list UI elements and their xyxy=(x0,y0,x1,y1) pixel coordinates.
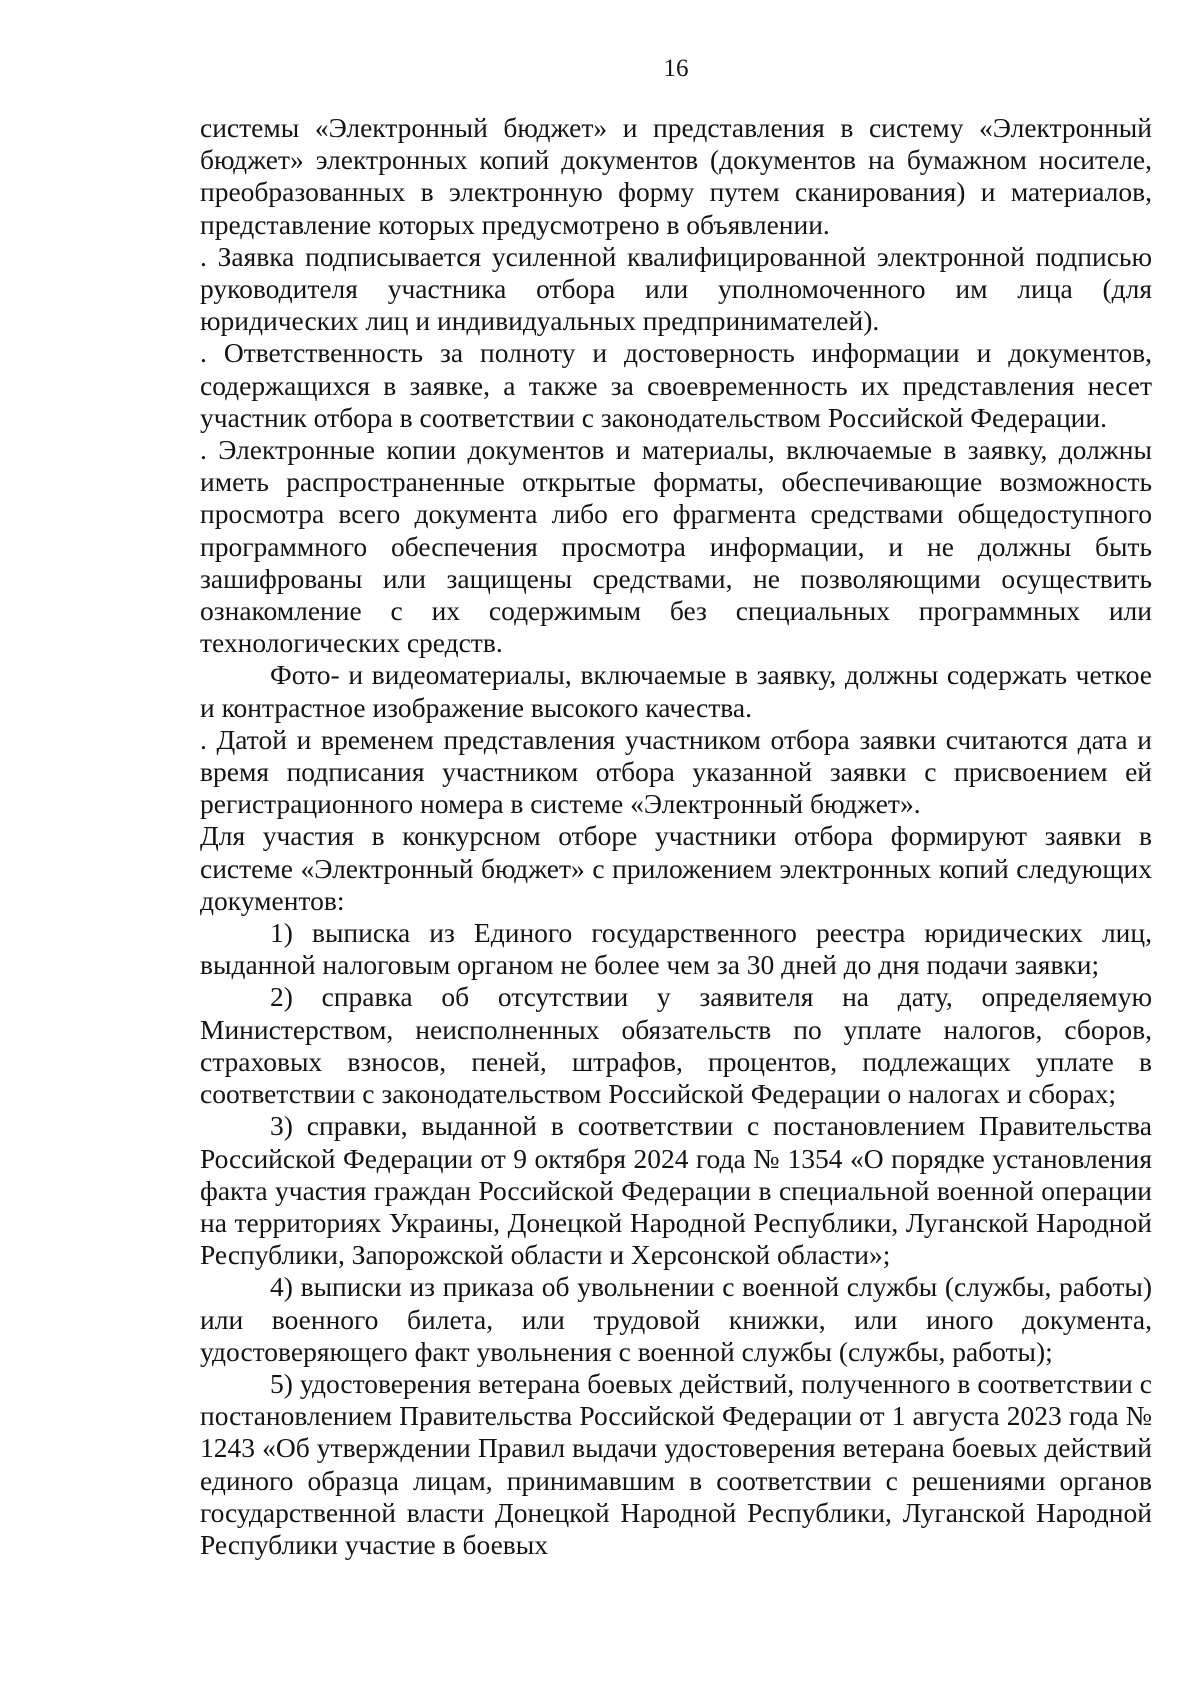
paragraph-1: системы «Электронный бюджет» и представления в систему «Электронный бюджет» электронных копий документов (документов на бумажном носителе, преобразованных в электронную форму путем сканирования) и материалов, представление которых предусмотрено в объявлении. xyxy=(200,112,1152,240)
page-number: 16 xyxy=(663,55,689,82)
document-body xyxy=(200,112,1152,1561)
list-item-1: 1) выписка из Единого государственного реестра юридических лиц, выданной налоговым органом не более чем за 30 дней до дня подачи заявки; xyxy=(200,917,1152,981)
paragraph-7: Для участия в конкурсном отборе участники отбора формируют заявки в системе «Электронный бюджет» с приложением электронных копий следующих документов: xyxy=(200,820,1152,916)
list-item-3: 3) справки, выданной в соответствии с постановлением Правительства Российской Федерации от 9 октября 2024 года № 1354 «О порядке установления факта участия граждан Российской Федерации в специальной военной операции на территориях Украины, Донецкой Народной Республики, Луганской Народной Республики, Запорожской области и Херсонской области»; xyxy=(200,1110,1152,1271)
paragraph-2: . Заявка подписывается усиленной квалифицированной электронной подписью руководителя участника отбора или уполномоченного им лица (для юридических лиц и индивидуальных предпринимателей). xyxy=(200,240,1152,337)
paragraph-6: . Датой и временем представления участником отбора заявки считаются дата и время подписания участником отбора указанной заявки с присвоением ей регистрационного номера в системе «Электронный бюджет». xyxy=(200,723,1152,820)
paragraph-4: . Электронные копии документов и материалы, включаемые в заявку, должны иметь распространенные открытые форматы, обеспечивающие возможность просмотра всего документа либо его фрагмента средствами общедоступного программного обеспечения просмотра информации, и не должны быть зашифрованы или защищены средствами, не позволяющими осуществить ознакомление с их содержимым без специальных программных или технологических средств. xyxy=(200,434,1152,659)
list-item-5: 5) удостоверения ветерана боевых действий, полученного в соответствии с постановлением Правительства Российской Федерации от 1 августа 2023 года № 1243 «Об утверждении Правил выдачи удостоверения ветерана боевых действий единого образца лицам, принимавшим в соответствии с решениями органов государственной власти Донецкой Народной Республики, Луганской Народной Республики участие в боевых xyxy=(200,1367,1152,1560)
paragraph-3: . Ответственность за полноту и достоверность информации и документов, содержащихся в заявке, а также за своевременность их представления несет участник отбора в соответствии с законодательством Российской Федерации. xyxy=(200,337,1152,433)
list-item-2: 2) справка об отсутствии у заявителя на дату, определяемую Министерством, неисполненных обязательств по уплате налогов, сборов, страховых взносов, пеней, штрафов, процентов, подлежащих уплате в соответствии с законодательством Российской Федерации о налогах и сборах; xyxy=(200,981,1152,1110)
paragraph-5: Фото- и видеоматериалы, включаемые в заявку, должны содержать четкое и контрастное изображение высокого качества. xyxy=(200,659,1152,723)
list-item-4: 4) выписки из приказа об увольнении с военной службы (службы, работы) или военного билета, или трудовой книжки, или иного документа, удостоверяющего факт увольнения с военной службы (службы, работы); xyxy=(200,1271,1152,1367)
